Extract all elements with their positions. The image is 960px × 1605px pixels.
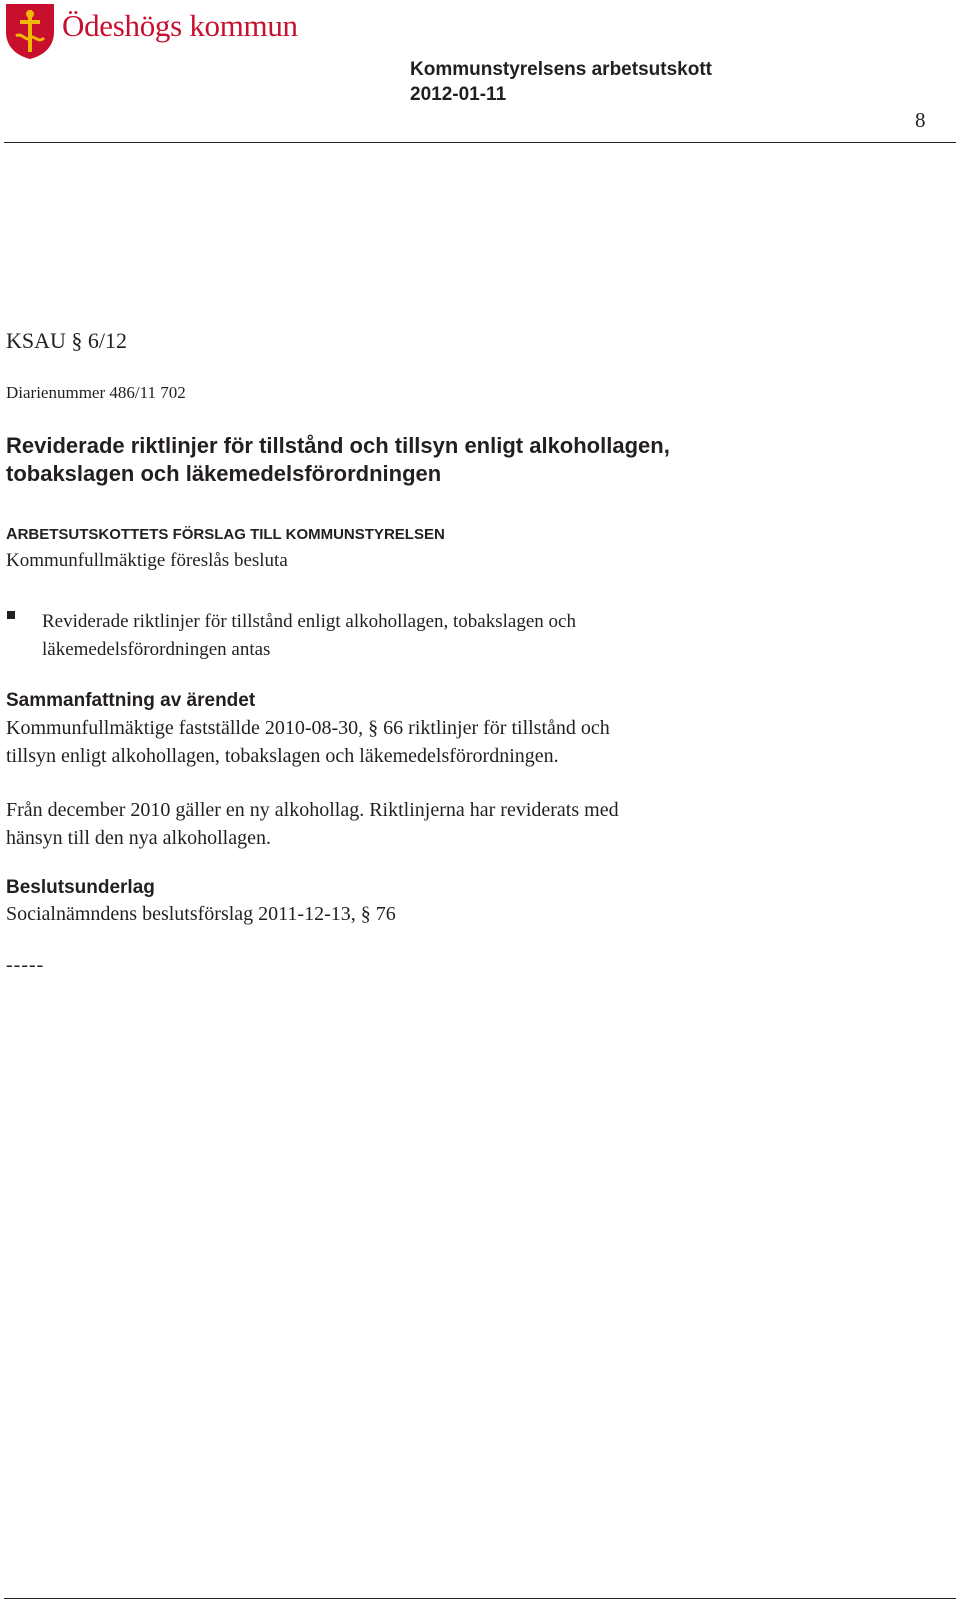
- diary-number: Diarienummer 486/11 702: [6, 383, 186, 402]
- summary-paragraph-2: [6, 796, 619, 852]
- summary-heading: Sammanfattning av ärendet: [6, 690, 256, 711]
- proposal-heading-rest: RBETSUTSKOTTETS FÖRSLAG TILL KOMMUNSTYRELSEN: [17, 526, 445, 543]
- committee-name: Kommunstyrelsens arbetsutskott: [410, 59, 712, 80]
- item-title-line: Reviderade riktlinjer för tillstånd och tillsyn enligt alkohollagen,: [6, 433, 670, 458]
- municipal-coat-of-arms-icon: [4, 2, 56, 60]
- summary-line: Kommunfullmäktige fastställde 2010-08-30, § 66 riktlinjer för tillstånd och: [6, 717, 610, 739]
- summary-paragraph-1: [6, 714, 610, 770]
- decision-basis-heading: Beslutsunderlag: [6, 877, 155, 898]
- summary-line: Från december 2010 gäller en ny alkohollag. Riktlinjerna har reviderats med: [6, 799, 619, 821]
- proposal-intro: Kommunfullmäktige föreslås besluta: [6, 550, 288, 571]
- summary-line: tillsyn enligt alkohollagen, tobakslagen och läkemedelsförordningen.: [6, 745, 559, 767]
- proposal-heading-initial: A: [6, 526, 18, 543]
- proposal-bullet: [42, 608, 576, 664]
- proposal-bullet-line: Reviderade riktlinjer för tillstånd enligt alkohollagen, tobakslagen och: [42, 611, 576, 632]
- decision-basis-text: Socialnämndens beslutsförslag 2011-12-13, § 76: [6, 903, 396, 925]
- paragraph-reference: KSAU § 6/12: [6, 328, 128, 353]
- header-divider: [4, 142, 956, 143]
- footer-divider: [4, 1598, 956, 1599]
- item-title-line: tobakslagen och läkemedelsförordningen: [6, 461, 442, 486]
- municipality-name: Ödeshögs kommun: [62, 8, 298, 43]
- proposal-bullet-line: läkemedelsförordningen antas: [42, 639, 271, 660]
- proposal-heading: [6, 526, 445, 544]
- end-marker: -----: [6, 954, 45, 976]
- meeting-date: 2012-01-11: [410, 84, 507, 105]
- item-title: [6, 432, 670, 488]
- page-number: 8: [915, 108, 926, 132]
- summary-line: hänsyn till den nya alkohollagen.: [6, 827, 271, 849]
- bullet-square-icon: [7, 611, 15, 619]
